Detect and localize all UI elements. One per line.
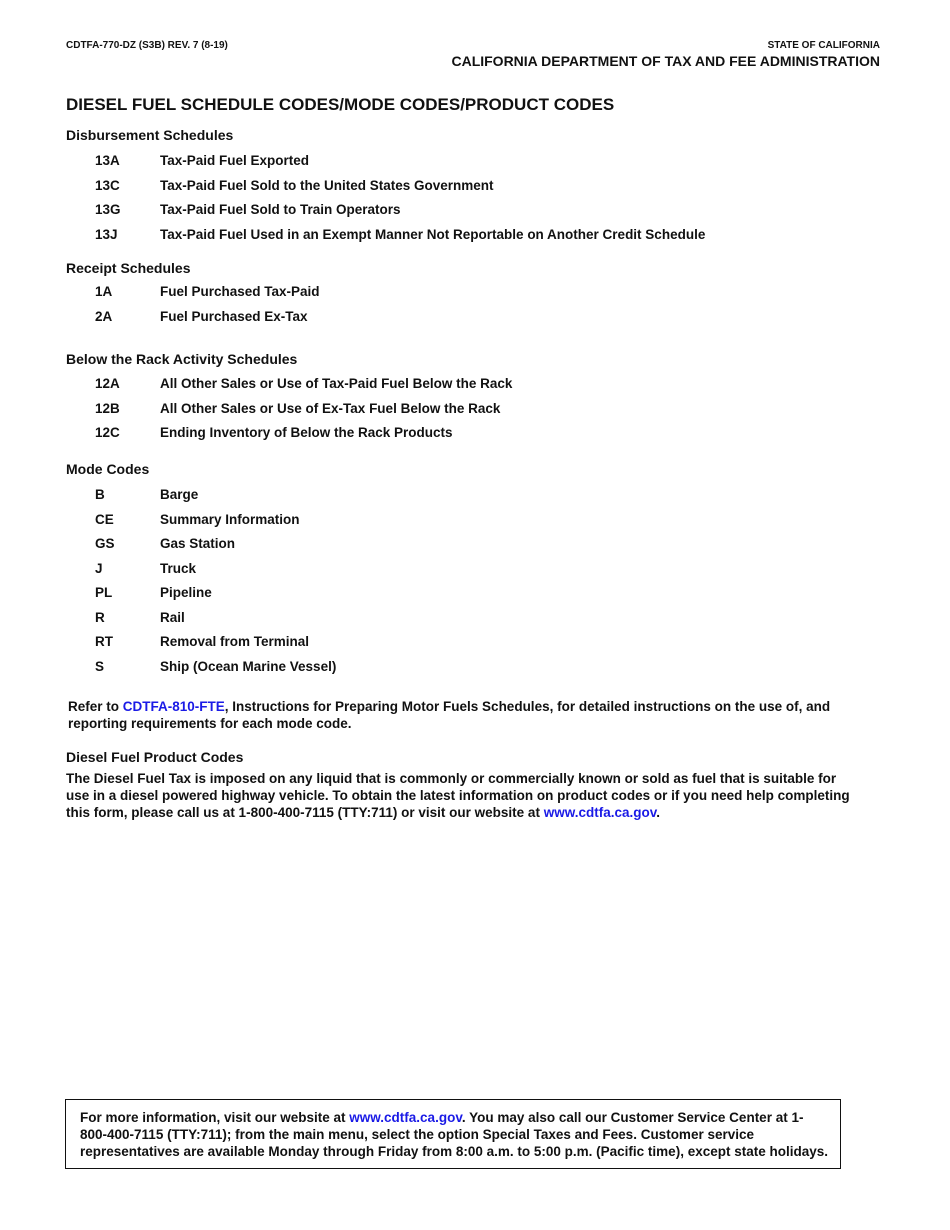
list-item [95,376,512,401]
list-item [95,561,336,586]
product-codes-text: The Diesel Fuel Tax is imposed on any liquid that is commonly or commercially known or sold as fuel that is suitable for use in a diesel powered highway vehicle. To obtain the latest information on product codes or if you need help completing this form, please call us at 1-800-400-7115 (TTY:711) or visit our website at [66,771,850,820]
footer-paragraph [80,1109,830,1160]
schedule-desc: Tax-Paid Fuel Sold to the United States Government [160,177,494,193]
list-item [95,178,705,203]
list-item [95,610,336,635]
mode-desc: Gas Station [160,536,236,551]
list-item [95,202,705,227]
list-item [95,227,705,252]
schedule-desc: Tax-Paid Fuel Exported [160,153,310,168]
mode-desc: Rail [160,609,185,625]
schedule-code: 12C [95,425,120,440]
schedule-desc: Tax-Paid Fuel Sold to Train Operators [160,202,401,217]
list-item [95,487,336,512]
list-item [95,425,512,450]
list-item [95,401,512,426]
mode-desc: Barge [160,487,199,502]
mode-code: GS [95,536,115,551]
refer-prefix: Refer to [68,699,123,714]
schedule-code: 13C [95,177,120,193]
schedule-desc: All Other Sales or Use of Ex-Tax Fuel Below the Rack [160,400,501,416]
schedule-code: 13A [95,153,120,168]
mode-desc: Ship (Ocean Marine Vessel) [160,658,337,674]
mode-code: R [95,609,105,625]
schedule-code: 1A [95,284,113,299]
list-item [95,585,336,610]
receipt-list [95,284,320,333]
page-title: DIESEL FUEL SCHEDULE CODES/MODE CODES/PRODUCT CODES [66,95,615,114]
mode-code: B [95,487,105,502]
disbursement-list [95,153,705,251]
product-codes-end: . [656,805,660,820]
schedule-code: 12A [95,376,120,391]
refer-paragraph [68,698,858,732]
disbursement-heading: Disbursement Schedules [66,127,234,143]
list-item [95,536,336,561]
product-codes-heading: Diesel Fuel Product Codes [66,749,244,765]
mode-desc: Pipeline [160,585,212,600]
schedule-desc: Ending Inventory of Below the Rack Products [160,425,453,440]
list-item [95,284,320,309]
website-link[interactable]: www.cdtfa.ca.gov [543,805,657,820]
receipt-heading: Receipt Schedules [66,260,191,276]
schedule-code: 2A [95,308,113,324]
refer-suffix: , Instructions for Preparing Motor Fuels Schedules, for detailed instructions on the use of, and reporting requirements for each mode code. [68,699,831,731]
department-name: CALIFORNIA DEPARTMENT OF TAX AND FEE ADMINISTRATION [451,53,880,69]
list-item [95,659,336,684]
mode-code: S [95,658,105,674]
mode-codes-heading: Mode Codes [66,461,150,477]
mode-code: CE [95,511,114,527]
footer-suffix: . You may also call our Customer Service Center at 1-800-400-7115 (TTY:711); from the main menu, select the option Special Taxes and Fees. Customer service representatives are available Monday through Friday from 8:00 a.m. to 5:00 p.m. (Pacific time), except state holidays. [80,1110,828,1159]
mode-desc: Summary Information [160,511,300,527]
mode-desc: Removal from Terminal [160,634,310,649]
list-item [95,309,320,334]
schedule-code: 13G [95,202,121,217]
mode-code: PL [95,585,113,600]
below-rack-heading: Below the Rack Activity Schedules [66,351,298,367]
list-item [95,634,336,659]
footer-box [65,1099,841,1169]
form-id: CDTFA-770-DZ (S3B) REV. 7 (8-19) [66,40,228,51]
mode-code: J [95,560,103,576]
schedule-desc: All Other Sales or Use of Tax-Paid Fuel Below the Rack [160,376,513,391]
mode-code: RT [95,634,113,649]
list-item [95,153,705,178]
instructions-link[interactable]: CDTFA-810-FTE [122,699,225,714]
footer-website-link[interactable]: www.cdtfa.ca.gov [349,1110,462,1125]
state-name: STATE OF CALIFORNIA [767,40,880,51]
list-item [95,512,336,537]
product-codes-paragraph [66,770,856,821]
mode-codes-list [95,487,336,683]
schedule-code: 12B [95,400,120,416]
schedule-desc: Tax-Paid Fuel Used in an Exempt Manner Not Reportable on Another Credit Schedule [160,226,706,242]
schedule-code: 13J [95,226,118,242]
mode-desc: Truck [160,560,197,576]
footer-prefix: For more information, visit our website at [80,1110,350,1125]
schedule-desc: Fuel Purchased Tax-Paid [160,284,320,299]
below-rack-list [95,376,512,450]
schedule-desc: Fuel Purchased Ex-Tax [160,308,308,324]
